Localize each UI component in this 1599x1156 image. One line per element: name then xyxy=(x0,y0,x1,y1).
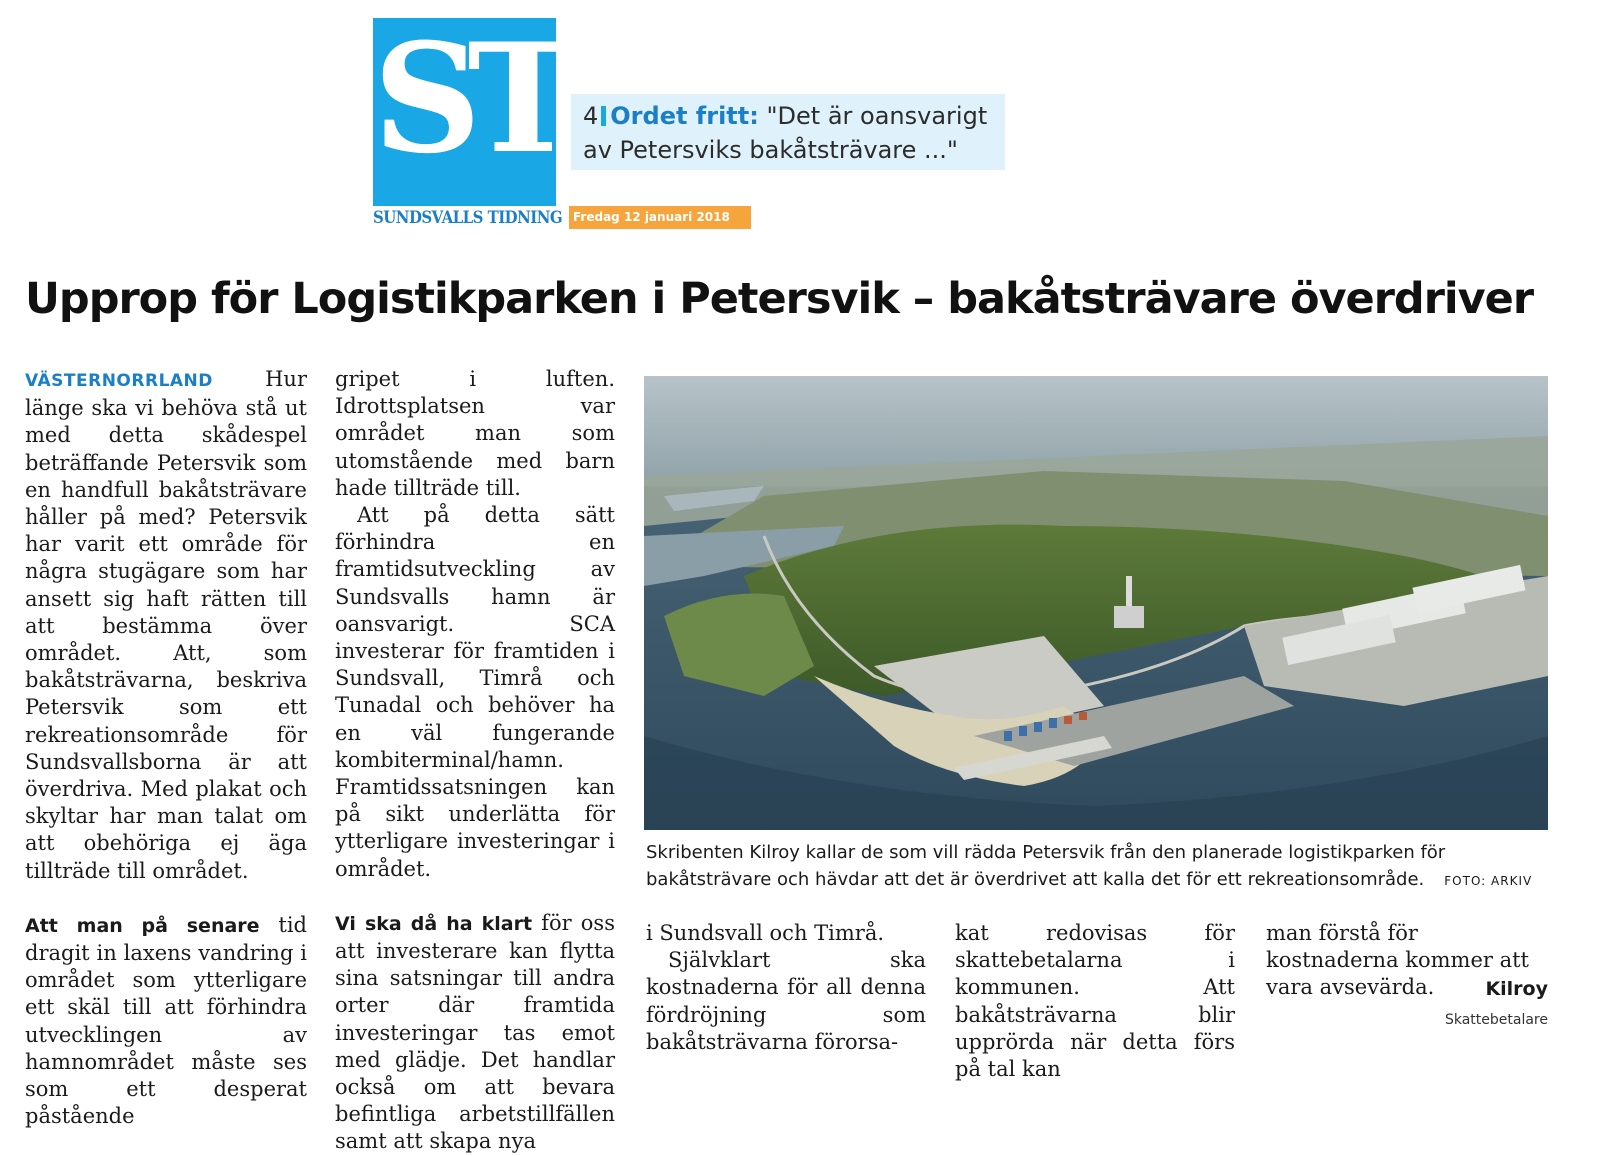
logo-letters: ST xyxy=(373,11,565,187)
body-paragraph: Att man på senare tid dragit in laxens vandring i området som ytterligare ett skäl till att förhindra utvecklingen av hamnområdet måste ses som ett desperat påstående xyxy=(25,912,307,1129)
dateline xyxy=(569,206,751,229)
body-paragraph: VÄSTERNORRLAND Hur länge ska vi behöva stå ut med detta skådespel beträffande Petersvik som en handfull bakåtsträvare håller på med? Petersvik har varit ett område för några stugägare som har ansett sig haft rätten till att bestämma över området. Att, som bakåtsträvarna, beskriva Petersvik som ett rekreationsområde för Sundsvallsborna är att överdriva. Med plakat och skyltar har man talat om att obehöriga ej äga tillträde till området. xyxy=(25,367,307,883)
author-signature: Kilroy xyxy=(1485,978,1548,1000)
teaser-text-1: "Det är oansvarigt xyxy=(766,102,988,130)
caption-text: Skribenten Kilroy kallar de som vill rädda Petersvik från den planerade logistikparken för bakåtsträvare och hävdar att det är överdrivet att kalla det för ett rekreationsområde. xyxy=(646,842,1446,890)
teaser-text-2: av Petersviks bakåtsträvare ..." xyxy=(583,136,958,164)
page-teaser xyxy=(571,94,1005,170)
article-column-2 xyxy=(335,366,615,1156)
teaser-bar xyxy=(601,106,606,126)
body-paragraph: gripet i luften. Idrottsplatsen var området man som utomstående med barn hade tillträde till. xyxy=(335,367,615,500)
publication-date: Fredag 12 januari 2018 xyxy=(573,210,730,224)
body-paragraph: Självklart ska kostnaderna för all denna fördröjning som bakåtsträvarna förorsa- xyxy=(646,948,926,1054)
article-column-4 xyxy=(955,920,1235,1083)
article-column-1 xyxy=(25,366,307,1130)
author-title: Skattebetalare xyxy=(1444,1012,1548,1028)
body-paragraph: i Sundsvall och Timrå. xyxy=(646,921,885,945)
newspaper-logo xyxy=(373,11,565,206)
aerial-photo xyxy=(644,376,1548,830)
body-paragraph: Vi ska då ha klart för oss att investerare kan flytta sina satsningar till andra orter där framtida investeringar tas emot med glädje. Det handlar också om att bevara befintliga arbetstillfällen samt att skapa nya xyxy=(335,910,615,1154)
article-headline: Upprop för Logistikparken i Petersvik – bakåtsträvare överdriver xyxy=(25,274,1534,324)
kicker: VÄSTERNORRLAND xyxy=(25,371,213,391)
paragraph-lead: Vi ska då ha klart xyxy=(335,912,533,935)
photo-credit: FOTO: ARKIV xyxy=(1444,874,1533,888)
paragraph-lead: Att man på senare xyxy=(25,914,260,937)
body-paragraph: kat redovisas för skattebetalarna i kommunen. Att bakåtsträvarna blir upprörda när detta förs på tal kan xyxy=(955,921,1235,1082)
teaser-page-number: 4 xyxy=(583,102,599,130)
newspaper-name: SUNDSVALLS TIDNING xyxy=(373,208,563,228)
article-column-3 xyxy=(646,920,926,1056)
photo-caption xyxy=(646,839,1550,895)
teaser-label: Ordet fritt: xyxy=(610,102,759,130)
body-paragraph: Att på detta sätt förhindra en framtidsutveckling av Sundsvalls hamn är oansvarigt. SCA investerar för framtiden i Sundsvall, Timrå och Tunadal och behöver ha en väl fungerande kombiterminal/hamn. Framtidssatsningen kan på sikt underlätta för ytterligare investeringar i området. xyxy=(335,503,615,881)
body-paragraph: man förstå för kostnaderna kommer att vara avsevärda. xyxy=(1266,921,1529,1000)
harbor-rendering xyxy=(644,376,1548,830)
